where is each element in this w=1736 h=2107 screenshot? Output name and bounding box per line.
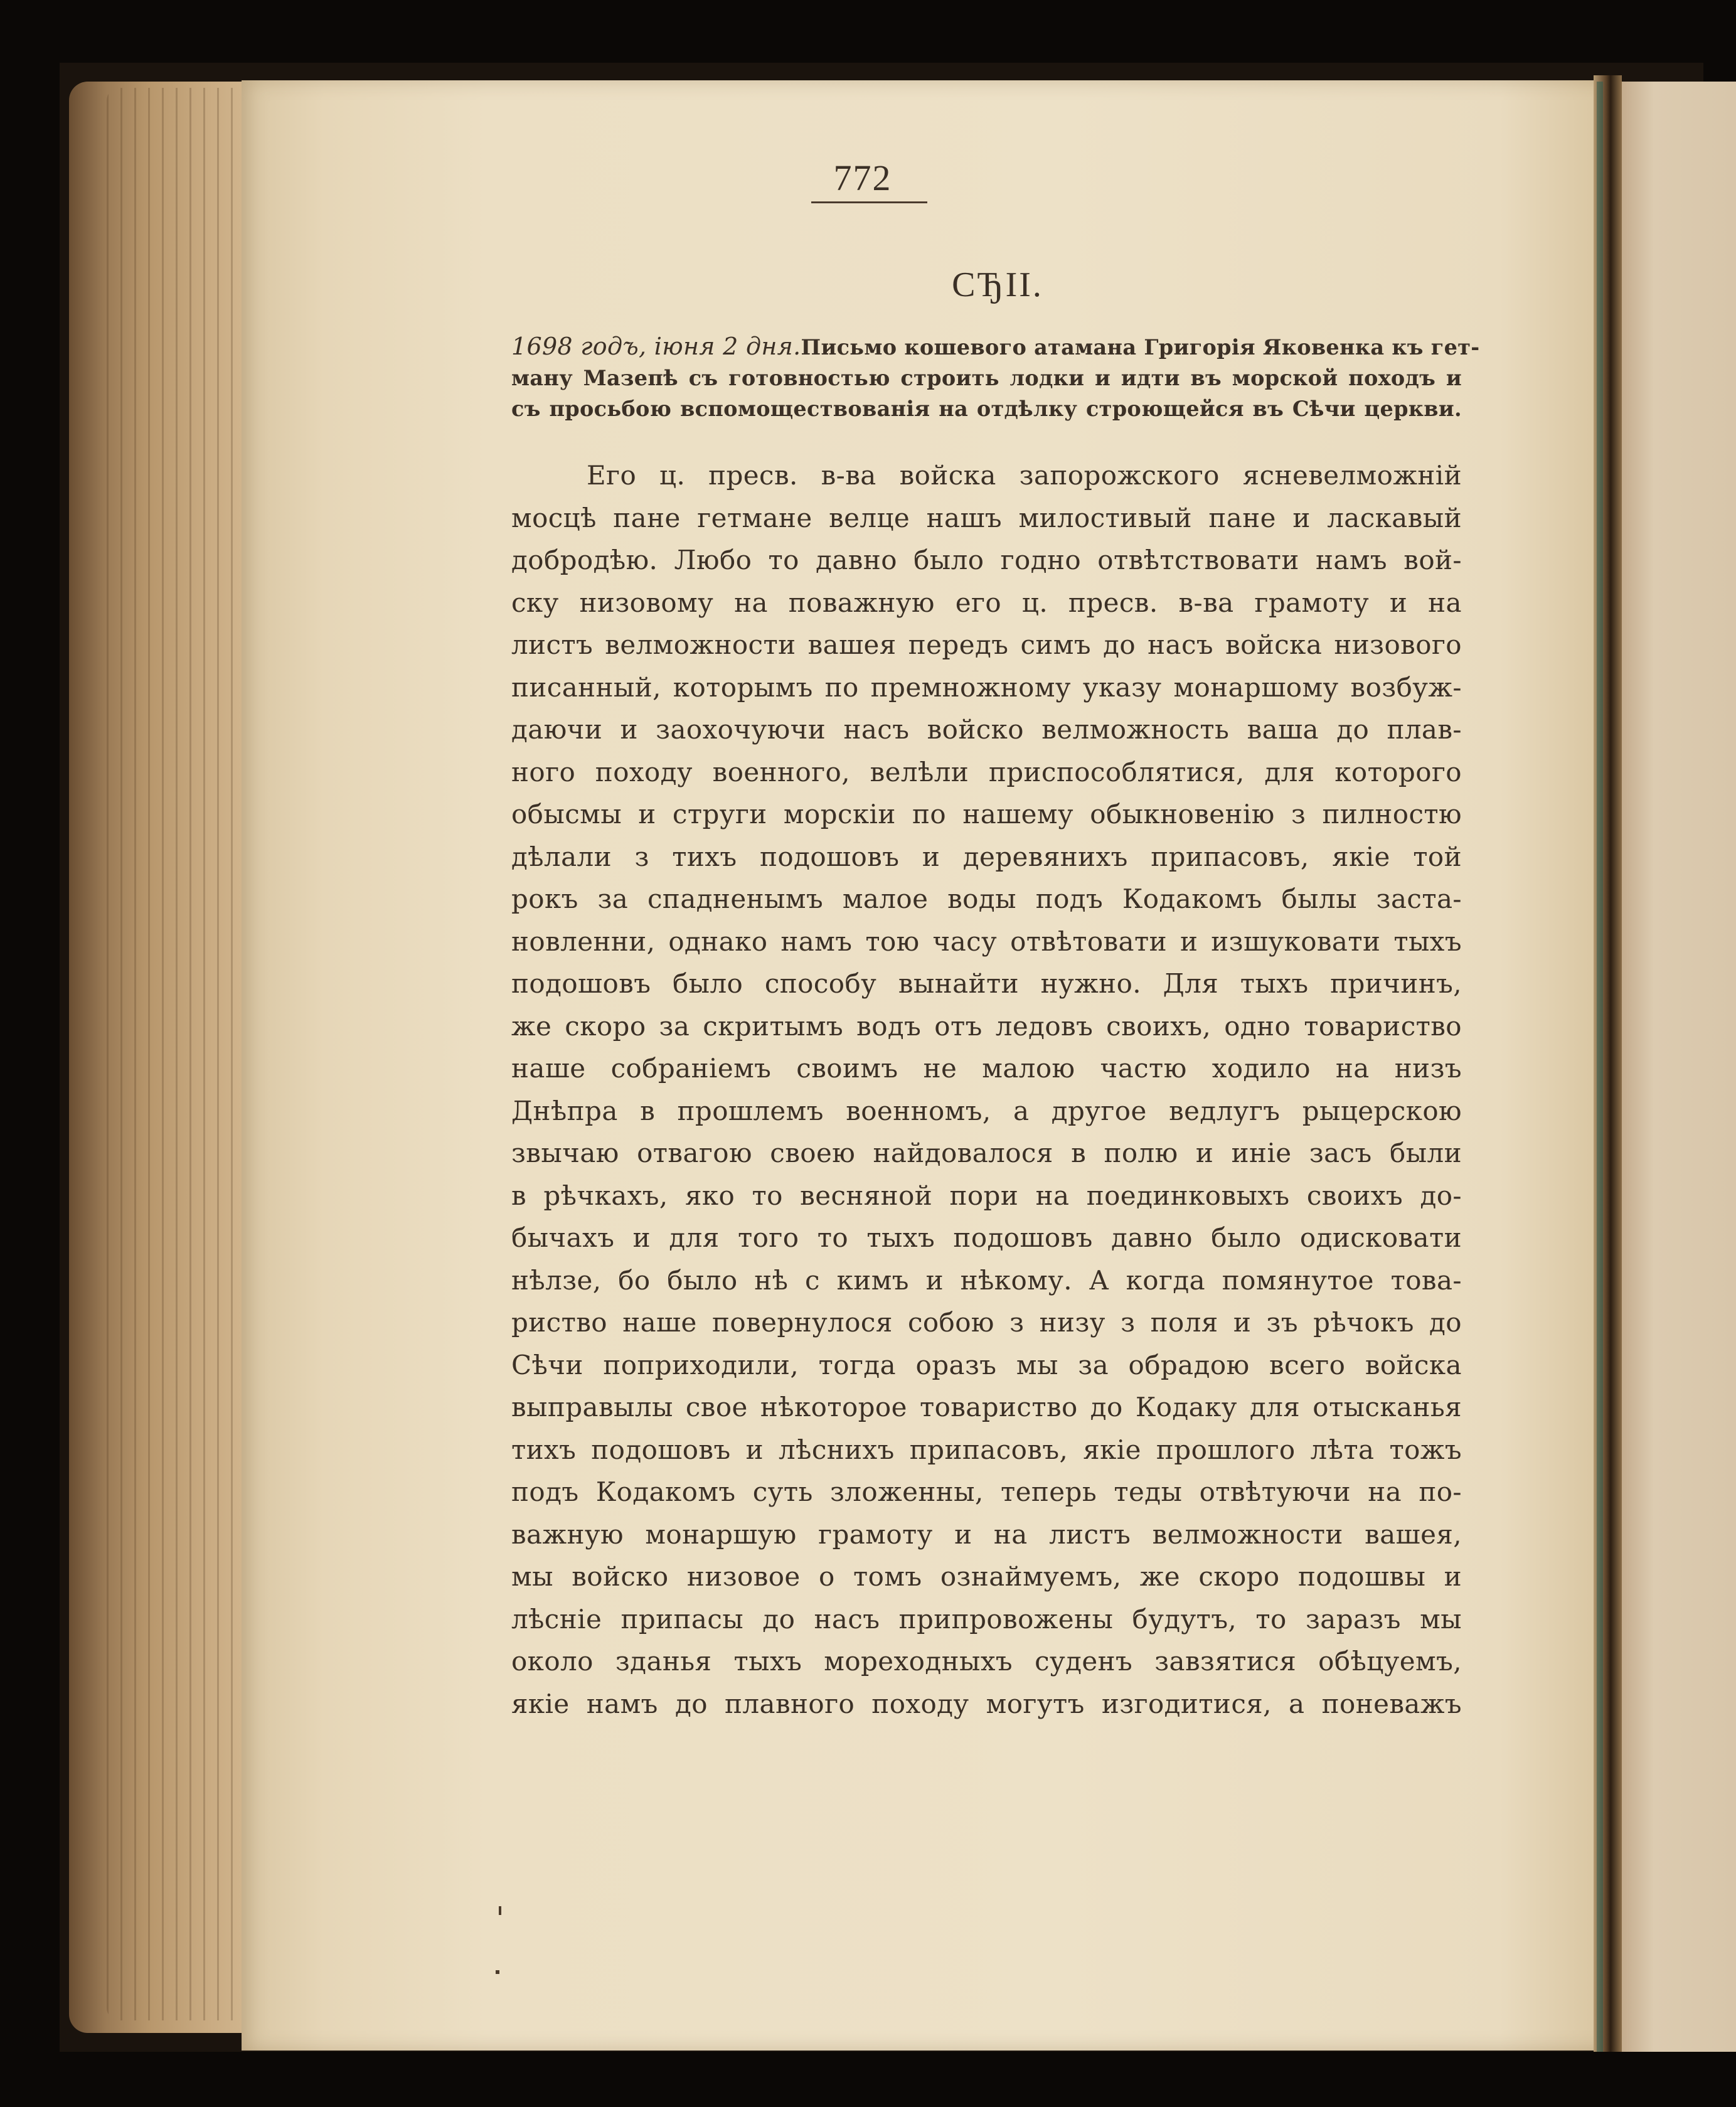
body-line: листъ велможности вашея передъ симъ до насъ войска низового bbox=[511, 629, 1462, 660]
document-heading bbox=[511, 331, 1480, 424]
page-number-rule bbox=[811, 201, 927, 203]
ink-speck bbox=[496, 1970, 499, 1974]
body-line: наше собраніемъ своимъ не малою частю ходило на низъ bbox=[511, 1053, 1462, 1084]
body-line: мы войско низовое о томъ ознаймуемъ, же скоро подошвы и bbox=[511, 1561, 1462, 1592]
facing-page bbox=[1619, 82, 1736, 2052]
body-line: выправылы свое нѣкоторое товариство до Кодаку для отысканья bbox=[511, 1392, 1462, 1422]
body-line: лѣсніе припасы до насъ припровожены будутъ, то заразъ мы bbox=[511, 1603, 1462, 1635]
body-line: ску низовому на поважную его ц. пресв. в-ва грамоту и на bbox=[511, 587, 1462, 618]
body-line: дѣлали з тихъ подошовъ и деревянихъ припасовъ, якіе той bbox=[511, 841, 1462, 872]
body-line: ного походу военного, велѣли приспособлятися, для которого bbox=[511, 756, 1462, 787]
body-line: якіе намъ до плавного походу могутъ изгодитися, а поневажъ bbox=[511, 1688, 1462, 1719]
heading-line: съ просьбою вспомоществованія на отдѣлку строющейся въ Сѣчи церкви. bbox=[511, 397, 1462, 421]
body-line: Его ц. пресв. в-ва войска запорожского ясневелможній bbox=[587, 460, 1462, 491]
body-line: Сѣчи поприходили, тогда оразъ мы за обрадою всего войска bbox=[511, 1349, 1462, 1380]
spine-binding bbox=[1597, 82, 1603, 2052]
heading-date: 1698 годъ, іюня 2 дня. bbox=[511, 333, 801, 360]
page-number: 772 bbox=[833, 157, 892, 198]
body-line: около зданья тыхъ мореходныхъ суденъ завзятися обѣцуемъ, bbox=[511, 1646, 1462, 1677]
body-line: Днѣпра в прошлемъ военномъ, а другое ведлугъ рыцерскою bbox=[511, 1095, 1462, 1126]
letter-body bbox=[511, 454, 1462, 1725]
body-line: писанный, которымъ по премножному указу монаршому возбуж- bbox=[511, 671, 1462, 703]
body-line: подъ Кодакомъ суть зложенны, теперь теды отвѣтуючи на по- bbox=[511, 1476, 1462, 1507]
body-line: новленни, однако намъ тою часу отвѣтовати и изшуковати тыхъ bbox=[511, 925, 1462, 957]
body-line: тихъ подошовъ и лѣснихъ припасовъ, якіе прошлого лѣта тожъ bbox=[511, 1434, 1462, 1465]
document-number: СЂII. bbox=[952, 265, 1043, 304]
heading-line: ману Мазепѣ съ готовностью строить лодки и идти въ морской походъ и bbox=[511, 366, 1462, 390]
body-line: рокъ за спадненымъ малое воды подъ Кодакомъ былы заста- bbox=[511, 883, 1462, 914]
heading-line bbox=[511, 331, 1480, 363]
body-line: же скоро за скритымъ водъ отъ ледовъ своихъ, одно товариство bbox=[511, 1010, 1462, 1042]
body-line: важную монаршую грамоту и на листъ велможности вашея, bbox=[511, 1518, 1462, 1550]
ink-speck bbox=[499, 1906, 501, 1915]
body-line: нѣлзе, бо было нѣ с кимъ и нѣкому. А когда помянутое това- bbox=[511, 1264, 1462, 1296]
heading-text: Письмо кошевого атамана Григорія Яковенка къ гет- bbox=[801, 335, 1480, 360]
body-line: мосцѣ пане гетмане велце нашъ милостивый пане и ласкавый bbox=[511, 502, 1462, 533]
body-line: звычаю отвагою своею найдовалося в полю и иніе засъ были bbox=[511, 1138, 1462, 1168]
body-line: подошовъ было способу вынайти нужно. Для тыхъ причинъ, bbox=[511, 968, 1462, 999]
body-line: бычахъ и для того то тыхъ подошовъ давно было одисковати bbox=[511, 1222, 1462, 1253]
body-line: риство наше повернулося собою з низу з поля и зъ рѣчокъ до bbox=[511, 1307, 1462, 1338]
body-line: добродѣю. Любо то давно было годно отвѣтствовати намъ вой- bbox=[511, 545, 1462, 575]
body-line: обысмы и струги морскіи по нашему обыкновенію з пилностю bbox=[511, 799, 1462, 829]
text-column bbox=[511, 151, 1480, 1725]
body-line: в рѣчкахъ, яко то весняной пори на поединковыхъ своихъ до- bbox=[511, 1180, 1462, 1211]
body-line: даючи и заохочуючи насъ войско велможность ваша до плав- bbox=[511, 714, 1462, 745]
